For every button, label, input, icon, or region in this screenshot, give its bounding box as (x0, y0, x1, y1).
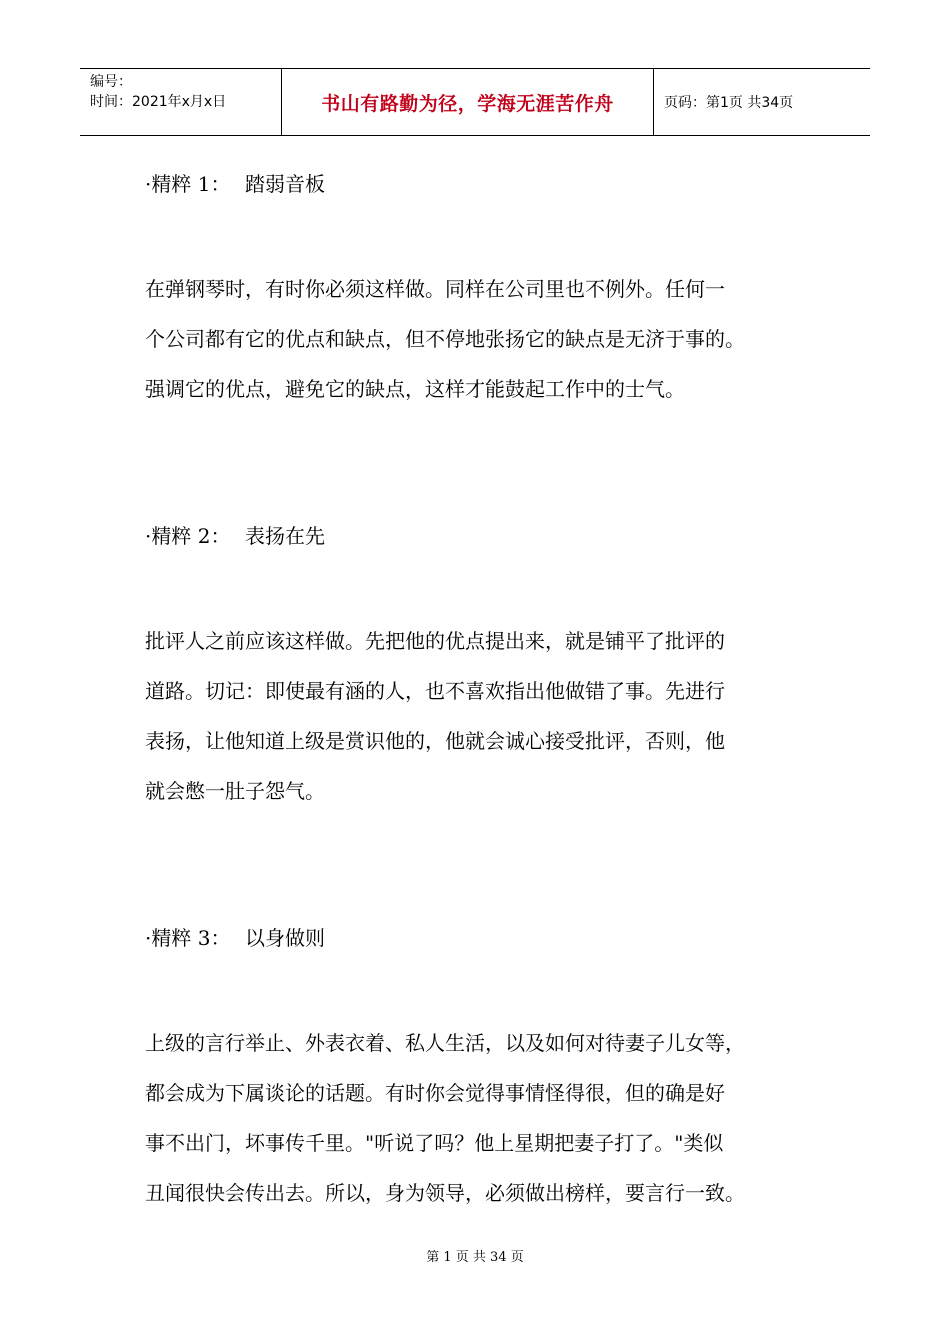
paragraph-line: 都会成为下属谈论的话题。有时你会觉得事情怪得很，但的确是好 (145, 1081, 725, 1105)
page-info: 页码：第1页 共34页 (664, 95, 794, 111)
section-paragraph (145, 264, 835, 414)
paragraph-line: 批评人之前应该这样做。先把他的优点提出来，就是铺平了批评的 (145, 629, 725, 653)
paragraph-line: 表扬，让他知道上级是赏识他的，他就会诚心接受批评，否则，他 (145, 729, 725, 753)
section-label: ·精粹 3： (145, 926, 231, 950)
number-label: 编号： (90, 74, 132, 90)
section-title: 以身做则 (245, 926, 325, 950)
section-paragraph (145, 1018, 835, 1218)
section-title: 踏弱音板 (245, 172, 325, 196)
section-heading (145, 920, 835, 956)
document-body (145, 166, 835, 1218)
section-label: ·精粹 1： (145, 172, 231, 196)
section-heading (145, 166, 835, 202)
paragraph-line: 在弹钢琴时，有时你必须这样做。同样在公司里也不例外。任何一 (145, 277, 725, 301)
paragraph-line: 就会憋一肚子怨气。 (145, 779, 325, 803)
time-label: 时间：2021年x月x日 (90, 94, 227, 110)
motto-text: 书山有路勤为径，学海无涯苦作舟 (321, 92, 614, 115)
section-title: 表扬在先 (245, 524, 325, 548)
paragraph-line: 上级的言行举止、外表衣着、私人生活，以及如何对待妻子儿女等， (145, 1031, 745, 1055)
section-heading (145, 518, 835, 554)
header-motto-cell (282, 69, 654, 135)
footer-page-number: 第 1 页 共 34 页 (426, 1250, 524, 1265)
page-header (80, 68, 870, 136)
header-meta (80, 69, 282, 135)
paragraph-line: 强调它的优点，避免它的缺点，这样才能鼓起工作中的士气。 (145, 377, 685, 401)
header-page-cell (654, 69, 870, 135)
section-paragraph (145, 616, 835, 816)
paragraph-line: 个公司都有它的优点和缺点，但不停地张扬它的缺点是无济于事的。 (145, 327, 745, 351)
paragraph-line: 丑闻很快会传出去。所以，身为领导，必须做出榜样，要言行一致。 (145, 1181, 745, 1205)
paragraph-line: 事不出门，坏事传千里。"听说了吗？他上星期把妻子打了。"类似 (145, 1131, 724, 1155)
page-footer (0, 1246, 950, 1265)
section-label: ·精粹 2： (145, 524, 231, 548)
paragraph-line: 道路。切记：即使最有涵的人，也不喜欢指出他做错了事。先进行 (145, 679, 725, 703)
